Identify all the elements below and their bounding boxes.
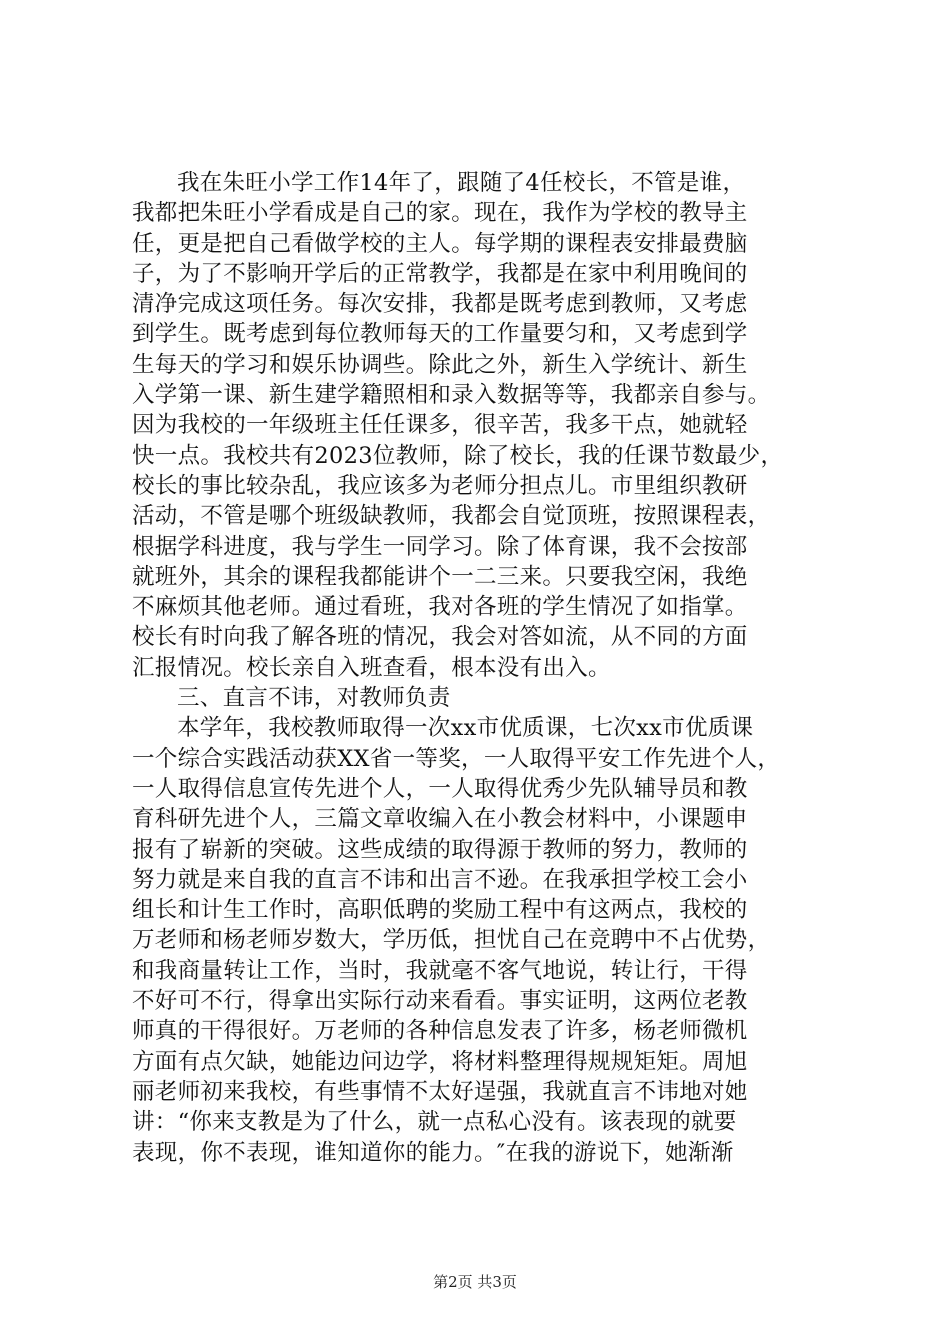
text-line: 丽老师初来我校，有些事情不太好逞强，我就直言不讳地对她 [132,1078,748,1105]
text-line: 努力就是来自我的直言不讳和出言不逊。在我承担学校工会小 [132,866,748,893]
text-line: 师真的干得很好。万老师的各种信息发表了许多，杨老师微机 [132,1018,748,1045]
paragraph-2 [132,713,842,1167]
text-line: 本学年，我校教师取得一次xx市优质课，七次xx市优质课 [177,715,754,742]
paragraph-1 [132,168,842,683]
text-line: 清净完成这项任务。每次安排，我都是既考虑到教师，又考虑 [132,291,748,318]
text-line: 子，为了不影响开学后的正常教学，我都是在家中利用晚间的 [132,260,748,287]
text-line: 表现，你不表现，谁知道你的能力。″在我的游说下，她渐渐 [132,1139,734,1166]
text-line: 不好可不行，得拿出实际行动来看看。事实证明，这两位老教 [132,988,748,1015]
text-line: 我都把朱旺小学看成是自己的家。现在，我作为学校的教导主 [132,200,748,227]
text-line: 根据学科进度，我与学生一同学习。除了体育课，我不会按部 [132,533,748,560]
document-body [132,168,842,1168]
text-line: 生每天的学习和娱乐协调些。除此之外，新生入学统计、新生 [132,351,748,378]
text-line: 育科研先进个人，三篇文章收编入在小教会材料中，小课题申 [132,806,748,833]
text-line: 和我商量转让工作，当时，我就毫不客气地说，转让行，干得 [132,957,748,984]
text-line: 汇报情况。校长亲自入班查看，根本没有出入。 [132,654,611,681]
text-line: 我在朱旺小学工作14年了，跟随了4任校长，不管是谁， [177,170,746,196]
text-line: 快一点。我校共有2023位教师，除了校长，我的任课节数最少， [132,442,784,469]
text-line: 组长和计生工作时，高职低聘的奖励工程中有这两点，我校的 [132,897,748,924]
text-line: 不麻烦其他老师。通过看班，我对各班的学生情况了如指掌。 [132,594,748,621]
text-line: 校长的事比较杂乱，我应该多为老师分担点儿。市里组织教研 [132,472,748,499]
text-line: 就班外，其余的课程我都能讲个一二三来。只要我空闲，我绝 [132,563,748,590]
text-line: 任，更是把自己看做学校的主人。每学期的课程表安排最费脑 [132,230,748,257]
text-line: 活动，不管是哪个班级缺教师，我都会自觉顶班，按照课程表， [132,503,771,530]
text-line: 报有了崭新的突破。这些成绩的取得源于教师的努力，教师的 [132,836,748,863]
text-line: 一个综合实践活动获XX省一等奖，一人取得平安工作先进个人， [132,745,781,772]
page-footer: 第2页 共3页 [433,1273,517,1291]
text-line: 方面有点欠缺，她能边问边学，将材料整理得规规矩矩。周旭 [132,1048,748,1075]
text-line: 讲：“你来支教是为了什么，就一点私心没有。该表现的就要 [132,1109,737,1136]
section-heading: 三、直言不讳，对教师负责 [177,685,451,712]
text-line: 因为我校的一年级班主任任课多，很辛苦，我多干点，她就轻 [132,412,748,439]
text-line: 到学生。既考虑到每位教师每天的工作量要匀和，又考虑到学 [132,321,748,348]
text-line: 校长有时向我了解各班的情况，我会对答如流，从不同的方面 [132,624,748,651]
text-line: 一人取得信息宣传先进个人，一人取得优秀少先队辅导员和教 [132,775,748,802]
text-line: 入学第一课、新生建学籍照相和录入数据等等，我都亲自参与。 [132,382,771,409]
text-line: 万老师和杨老师岁数大，学历低，担忧自己在竞聘中不占优势， [132,927,771,954]
